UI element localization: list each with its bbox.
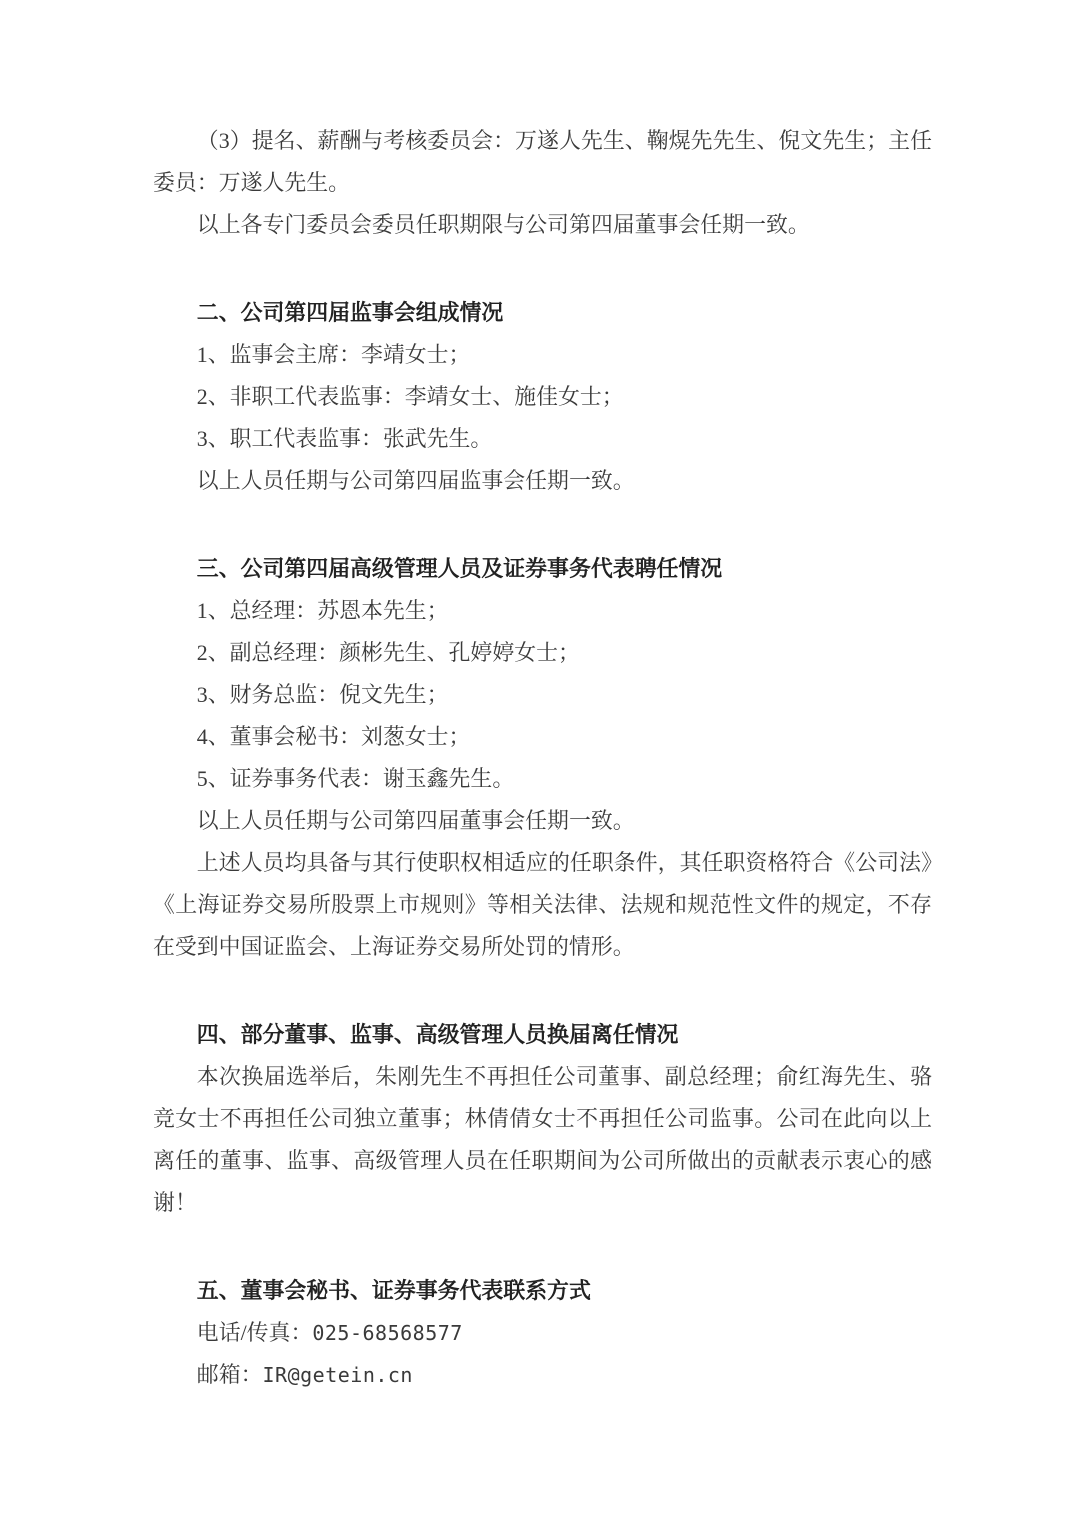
qualification-note-paragraph: 上述人员均具备与其行使职权相适应的任职条件，其任职资格符合《公司法》《上海证券交易所股票上市规则》等相关法律、法规和规范性文件的规定，不存在受到中国证监会、上海证券交易所处罚的情形。 [153, 850, 932, 959]
contact-email-line [153, 1354, 932, 1396]
document-content [153, 120, 932, 1396]
nomination-committee-paragraph: （3）提名、薪酬与考核委员会：万遂人先生、鞠熀先先生、倪文先生；主任委员：万遂人先生。 [153, 128, 932, 195]
supervisory-board-item-chairman: 1、监事会主席：李靖女士； [196, 342, 471, 367]
contact-email-address: IR@getein.cn [262, 1363, 413, 1387]
senior-management-item-securities-rep: 5、证券事务代表：谢玉鑫先生。 [196, 766, 515, 791]
contact-heading: 五、董事会秘书、证券事务代表联系方式 [196, 1278, 591, 1303]
section-senior-management [153, 548, 932, 968]
supervisory-board-heading: 二、公司第四届监事会组成情况 [196, 300, 504, 325]
section-departures [153, 1014, 932, 1224]
departures-heading: 四、部分董事、监事、高级管理人员换届离任情况 [196, 1022, 679, 1047]
contact-phone-label: 电话/传真： [196, 1320, 313, 1345]
section-contact [153, 1270, 932, 1396]
section-supervisory-board [153, 292, 932, 502]
senior-management-heading: 三、公司第四届高级管理人员及证券事务代表聘任情况 [196, 556, 723, 581]
contact-phone-line [153, 1312, 932, 1354]
contact-email-label: 邮箱： [196, 1362, 263, 1387]
senior-management-term-note: 以上人员任期与公司第四届董事会任期一致。 [196, 808, 635, 833]
supervisory-board-term-note: 以上人员任期与公司第四届监事会任期一致。 [196, 468, 635, 493]
senior-management-item-cfo: 3、财务总监：倪文先生； [196, 682, 449, 707]
departures-paragraph: 本次换届选举后，朱刚先生不再担任公司董事、副总经理；俞红海先生、骆竞女士不再担任公司独立董事；林倩倩女士不再担任公司监事。公司在此向以上离任的董事、监事、高级管理人员在任职期间为公司所做出的贡献表示衷心的感谢！ [153, 1064, 932, 1215]
contact-phone-number: 025-68568577 [312, 1321, 463, 1345]
supervisory-board-item-non-employee: 2、非职工代表监事：李靖女士、施佳女士； [196, 384, 624, 409]
committee-term-note: 以上各专门委员会委员任职期限与公司第四届董事会任期一致。 [196, 212, 810, 237]
supervisory-board-item-employee: 3、职工代表监事：张武先生。 [196, 426, 493, 451]
senior-management-item-board-secretary: 4、董事会秘书：刘葱女士； [196, 724, 471, 749]
senior-management-item-deputy-gm: 2、副总经理：颜彬先生、孔婷婷女士； [196, 640, 580, 665]
senior-management-item-gm: 1、总经理：苏恩本先生； [196, 598, 449, 623]
